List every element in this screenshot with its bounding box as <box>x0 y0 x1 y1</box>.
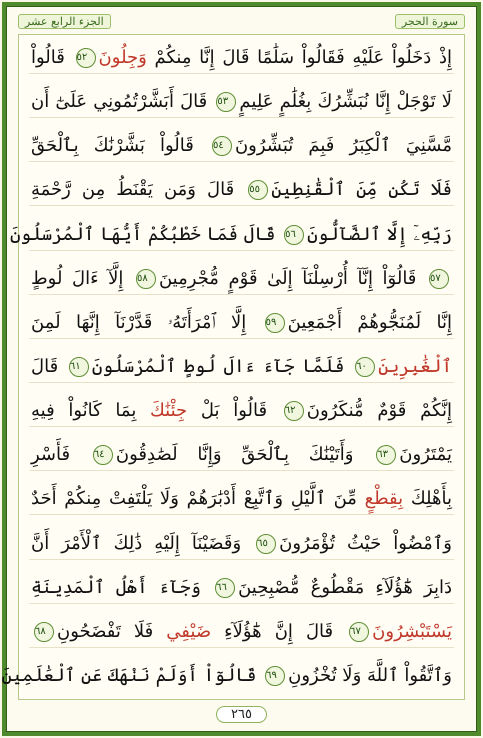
verse-text: وَقَضَيْنَآ إِلَيْهِ ذَٰلِكَ ٱلْأَمْرَ أَنَّ <box>31 532 254 554</box>
text-line <box>29 573 454 604</box>
verse-text: إِنَّكُمْ قَوْمٌ مُّنكَرُونَ <box>306 400 452 422</box>
highlighted-word: بِقِطْعٍ <box>364 488 404 510</box>
highlighted-word: ٱلْغَٰبِرِينَ <box>378 355 452 377</box>
text-line <box>29 440 454 471</box>
verse-text: قَالَ إِنَّ هَٰٓؤُلَآءِ <box>211 620 347 642</box>
ayah-number-marker: ٦١ <box>69 357 89 377</box>
text-line <box>29 529 454 560</box>
ayah-number-marker: ٥٦ <box>284 225 304 245</box>
ayah-number-marker: ٥٨ <box>136 269 156 289</box>
text-line <box>29 484 454 515</box>
ayah-number-marker: ٦٥ <box>256 534 276 554</box>
juz-label: الجزء الرابع عشر <box>18 14 111 29</box>
text-line <box>29 131 454 162</box>
text-line <box>29 87 454 118</box>
page-footer <box>0 704 483 724</box>
text-line <box>9 220 454 251</box>
ayah-number-marker: ٥٤ <box>212 136 232 156</box>
highlighted-word: ضَيْفِي <box>166 620 212 642</box>
ayah-number-marker: ٥٩ <box>265 313 285 333</box>
ayah-number-marker: ٦٤ <box>93 445 113 465</box>
ayah-number-marker: ٥٢ <box>76 48 96 68</box>
text-line <box>29 308 454 339</box>
surah-label: سورة الحجر <box>395 14 465 29</box>
ayah-number-marker: ٥٥ <box>248 180 268 200</box>
verse-text: إِلَّآ ءَالَ لُوطٍ <box>31 267 133 289</box>
verse-text: لَا تَوْجَلْ إِنَّا نُبَشِّرُكَ بِغُلَٰمٍ عَلِيمٍ <box>239 91 453 113</box>
ayah-number-marker: ٦٦ <box>215 578 235 598</box>
text-line <box>29 264 454 295</box>
page-header <box>18 12 465 30</box>
verse-text: وَٱتَّقُواْ ٱللَّهَ وَلَا تُخْزُونِ <box>288 664 452 686</box>
verse-text: بِمَا كَانُواْ فِيهِ <box>31 400 151 422</box>
ayah-number-marker: ٥٣ <box>216 92 236 112</box>
verse-text: قَالُواْ بَشَّرْنَٰكَ بِٱلْحَقِّ <box>31 135 209 157</box>
verse-text: قَالُواْ بَلْ <box>187 400 281 422</box>
quran-text-panel <box>1 34 465 700</box>
verse-text: وَأَتَيْنَٰكَ بِٱلْحَقِّ وَإِنَّا لَصَٰدِقُونَ <box>115 444 374 466</box>
verse-text: وَٱمْضُواْ حَيْثُ تُؤْمَرُونَ <box>279 532 452 554</box>
verse-text: فَأَسْرِ <box>31 444 90 466</box>
ayah-number-marker: ٦٣ <box>376 445 396 465</box>
verse-text: قَالَ أَبَشَّرْتُمُونِي عَلَىٰٓ أَن <box>31 91 214 113</box>
verse-text: إِلَّا ٱمْرَأَتَهُۥ قَدَّرْنَآ إِنَّهَا لَمِنَ <box>31 311 262 333</box>
verse-text: قَالُوٓاْ إِنَّآ أُرْسِلْنَآ إِلَىٰ قَوْمٍ مُّجْرِمِينَ <box>158 267 426 289</box>
verse-text: مَّسَّنِيَ ٱلْكِبَرُ فَبِمَ تُبَشِّرُونَ <box>234 135 452 157</box>
verse-text: إِنَّا لَمُنَجُّوهُمْ أَجْمَعِينَ <box>287 311 452 333</box>
verse-text: قَالُواْ <box>31 47 73 68</box>
text-line <box>29 352 454 383</box>
ayah-number-marker: ٦٧ <box>349 622 369 642</box>
ayah-number-marker: ٥٧ <box>429 269 449 289</box>
verse-text: فَلَمَّا جَآءَ ءَالَ لُوطٍ ٱلْمُرْسَلُونَ <box>91 355 353 377</box>
verse-text: فَلَا تَفْضَحُونِ <box>57 620 167 642</box>
verse-text: دَابِرَ هَٰٓؤُلَآءِ مَقْطُوعٌ مُّصْبِحِينَ <box>238 576 452 598</box>
verse-text: قَالُوٓاْ أَوَلَمْ نَنْهَكَ عَنِ ٱلْعَٰلَمِينَ <box>1 664 263 686</box>
verse-text: وَجَآءَ أَهْلُ ٱلْمَدِينَةِ <box>31 576 213 598</box>
text-line <box>29 617 454 648</box>
verse-text: قَالَ <box>31 355 66 377</box>
highlighted-word: وَجِلُونَ <box>98 47 147 68</box>
page-number: ٢٦٥ <box>216 706 267 723</box>
text-line <box>29 396 454 427</box>
verse-text: مِّنَ ٱلَّيْلِ وَٱتَّبِعْ أَدْبَٰرَهُمْ وَلَا يَلْتَفِتْ مِنكُمْ أَحَدٌ <box>31 488 365 510</box>
text-line <box>29 175 454 206</box>
text-line <box>1 661 454 691</box>
ayah-number-marker: ٦٢ <box>284 401 304 421</box>
text-lines <box>1 43 454 691</box>
verse-text: رَبِّهِۦٓ إِلَّا ٱلضَّآلُّونَ <box>307 223 452 245</box>
verse-text: بِأَهْلِكَ <box>403 488 452 510</box>
text-line <box>29 43 454 74</box>
verse-text: إِذْ دَخَلُواْ عَلَيْهِ فَقَالُواْ سَلَٰمًا قَالَ إِنَّا مِنكُمْ <box>146 47 452 68</box>
verse-text: قَالَ وَمَن يَقْنَطُ مِن رَّحْمَةِ <box>31 179 246 201</box>
highlighted-word: يَسْتَبْشِرُونَ <box>372 620 452 642</box>
verse-text: يَمْتَرُونَ <box>399 444 452 466</box>
verse-text: قَالَ فَمَا خَطْبُكُمْ أَيُّهَا ٱلْمُرْسَلُونَ <box>9 223 282 245</box>
highlighted-word: جِئْنَٰكَ <box>150 400 188 422</box>
ayah-number-marker: ٦٩ <box>265 666 285 686</box>
ayah-number-marker: ٦٨ <box>34 622 54 642</box>
ayah-number-marker: ٦٠ <box>355 357 375 377</box>
verse-text: فَلَا تَكُن مِّنَ ٱلْقَٰنِطِينَ <box>271 179 452 201</box>
